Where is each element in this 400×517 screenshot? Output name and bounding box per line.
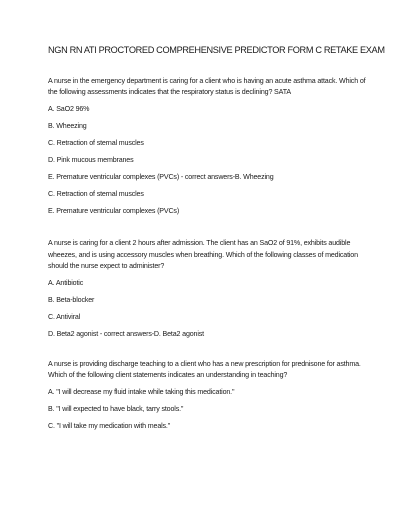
question-2	[48, 238, 376, 339]
question-1-answer-e: E. Premature ventricular complexes (PVCs)	[48, 207, 180, 216]
document-title: NGN RN ATI PROCTORED COMPREHENSIVE PREDICTOR FORM C RETAKE EXAM	[48, 45, 385, 55]
question-3-stem: A nurse is providing discharge teaching to a client who has a new prescription for prednisone for asthma. Which of the following client statements indicates an understanding in teaching?	[48, 360, 361, 380]
question-1-option-a: A. SaO2 96%	[48, 105, 90, 114]
question-2-option-d-answer: D. Beta2 agonist - correct answers-D. Beta2 agonist	[48, 330, 204, 339]
question-3-option-c: C. "I will take my medication with meals."	[48, 422, 171, 431]
question-2-option-b: B. Beta-blocker	[48, 296, 95, 305]
question-1-option-d: D. Pink mucous membranes	[48, 156, 134, 165]
question-1-option-c: C. Retraction of sternal muscles	[48, 139, 144, 148]
question-1-stem: A nurse in the emergency department is caring for a client who is having an acute asthma attack. Which of the following assessments indicates that the respiratory status is declining? SATA	[48, 77, 366, 97]
question-1-option-e-answer: E. Premature ventricular complexes (PVCs) - correct answers-B. Wheezing	[48, 173, 274, 182]
question-3-option-a: A. "I will decrease my fluid intake while taking this medication."	[48, 388, 235, 397]
question-1	[48, 76, 376, 216]
question-3-option-b: B. "I will expected to have black, tarry stools."	[48, 405, 184, 414]
question-2-option-c: C. Antiviral	[48, 313, 81, 322]
question-1-option-b: B. Wheezing	[48, 122, 87, 131]
question-3	[48, 359, 376, 431]
question-2-stem: A nurse is caring for a client 2 hours after admission. The client has an SaO2 of 91%, exhibits audible wheezes, and is using accessory muscles when breathing. Which of the following classes of medication should the nurse expect to administer?	[48, 239, 358, 270]
question-2-option-a: A. Antibiotic	[48, 279, 84, 288]
question-1-answer-c: C. Retraction of sternal muscles	[48, 190, 144, 199]
